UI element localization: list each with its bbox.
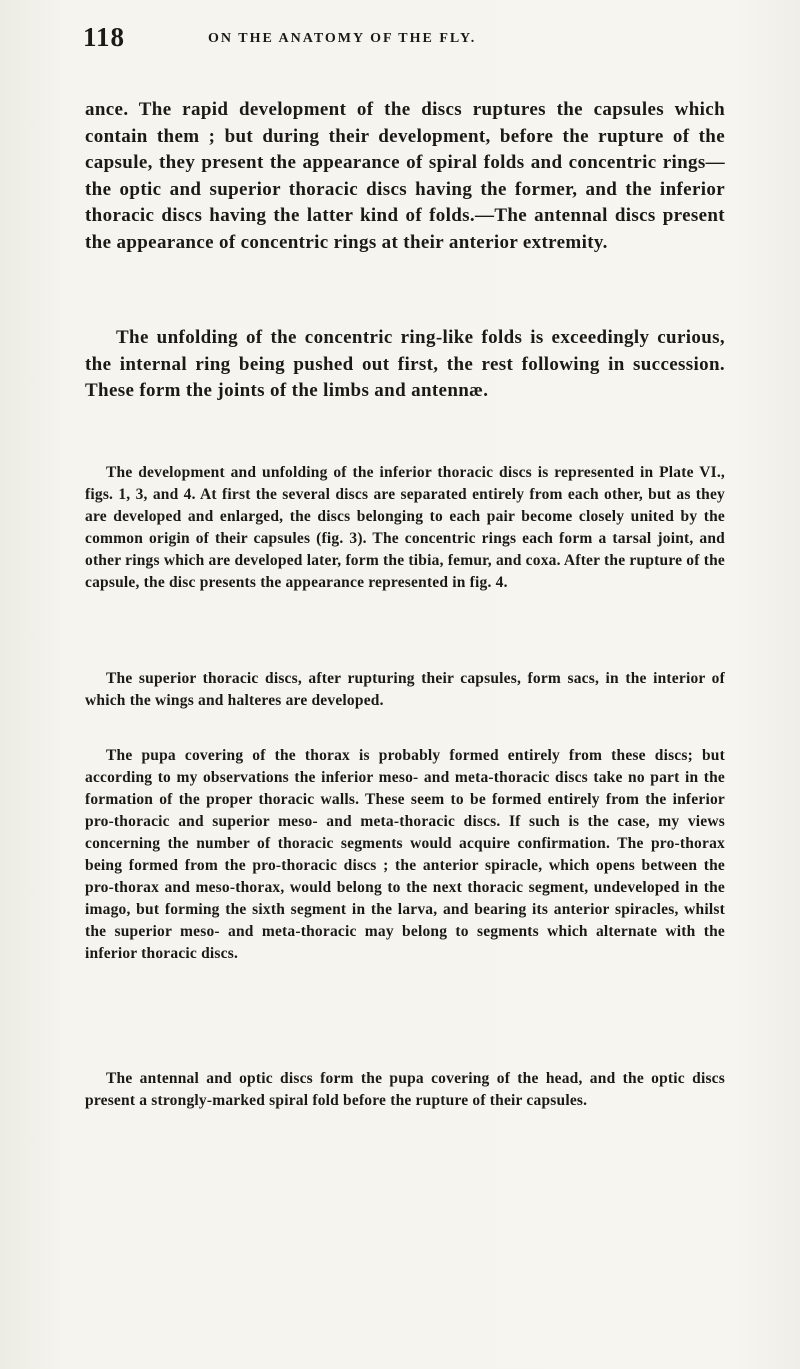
paragraph-superior-thoracic-discs: The superior thoracic discs, after rupturing their capsules, form sacs, in the interior of which the wings and halteres are developed. [85, 669, 725, 709]
paragraph-pupa-covering: The pupa covering of the thorax is probably formed entirely from these discs; but according to my observations the inferior meso- and meta-thoracic discs take no part in the formation of the proper thoracic walls. These seem to be formed entirely from the inferior pro-thoracic and superior meso- and meta-thoracic discs. If such is the case, my views concerning the number of thoracic segments would acquire confirmation. The pro-thorax being formed from the pro-thoracic discs ; the anterior spiracle, which opens between the pro-thorax and meso-thorax, would belong to the next thoracic segment, undeveloped in the imago, but forming the sixth segment in the larva, and bearing its anterior spiracles, whilst the superior meso- and meta-thoracic may belong to segments which alternate with the inferior thoracic discs. [85, 746, 725, 962]
paragraph-disc-development: ance. The rapid development of the discs ruptures the capsules which contain them ; but during their development, before the rupture of the capsule, they present the appearance of spiral folds and concentric rings—the optic and superior thoracic discs having the former, and the inferior thoracic discs having the latter kind of folds.—The antennal discs present the appearance of concentric rings at their anterior extremity. [85, 99, 725, 253]
page-number: 118 [83, 22, 126, 52]
paragraph-unfolding-folds: The unfolding of the concentric ring-like folds is exceedingly curious, the internal ring being pushed out first, the rest following in succession. These form the joints of the limbs and antennæ. [85, 327, 725, 401]
paragraph-antennal-optic-discs: The antennal and optic discs form the pupa covering of the head, and the optic discs present a strongly-marked spiral fold before the rupture of their capsules. [85, 1069, 725, 1109]
paragraph-inferior-thoracic-discs: The development and unfolding of the inferior thoracic discs is represented in Plate VI., figs. 1, 3, and 4. At first the several discs are separated entirely from each other, but as they are developed and enlarged, the discs belonging to each pair become closely united by the common origin of their capsules (fig. 3). The concentric rings each form a tarsal joint, and other rings which are developed later, form the tibia, femur, and coxa. After the rupture of the capsule, the disc presents the appearance represented in fig. 4. [85, 463, 725, 591]
running-head [83, 20, 723, 60]
running-title: ON THE ANATOMY OF THE FLY. [208, 31, 477, 46]
